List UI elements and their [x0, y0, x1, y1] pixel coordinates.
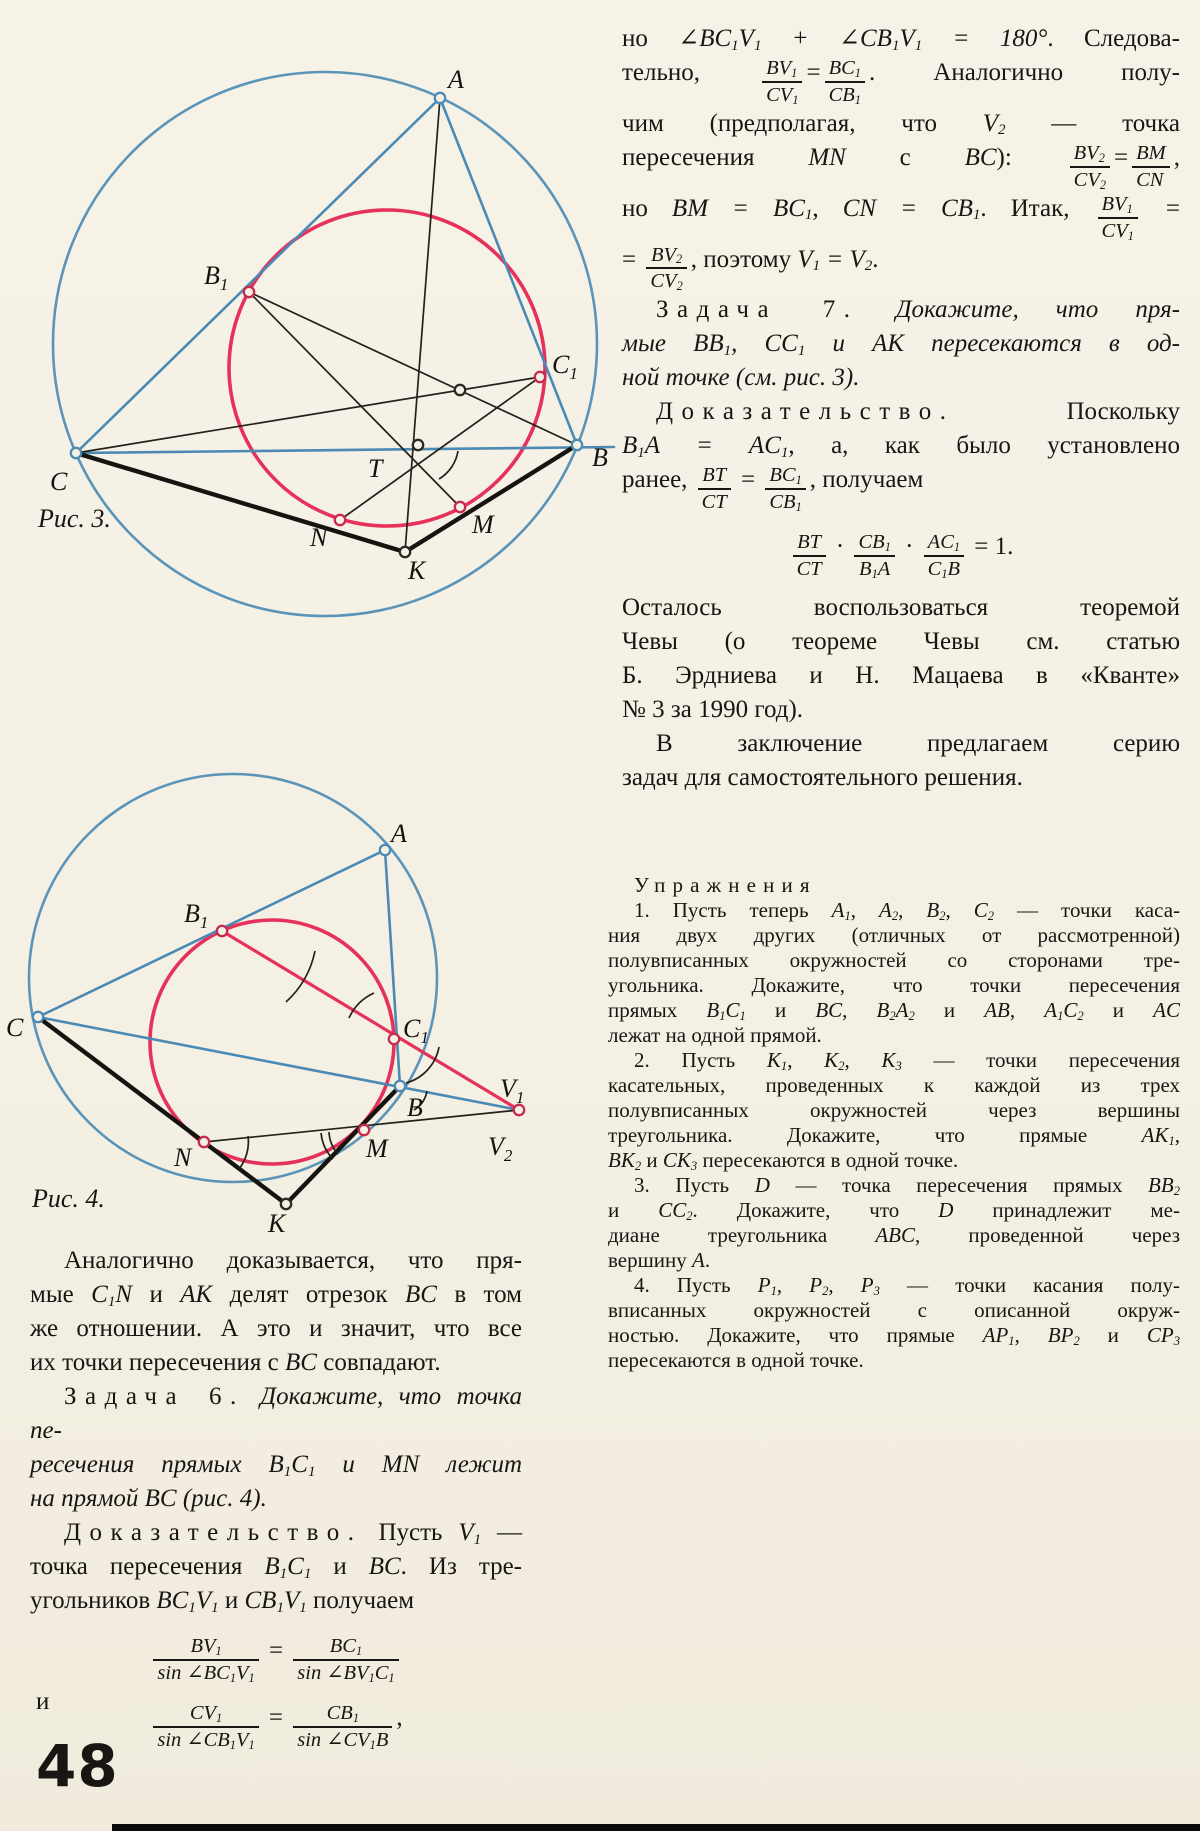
- text-line: мые $C_1N$ и AK делят отрезок BC в том: [30, 1281, 522, 1310]
- point-label: $V_2$: [488, 1132, 513, 1165]
- point-label: $B_1$: [184, 899, 209, 932]
- text-line: Задача 6. Докажите, что точка пе-: [30, 1383, 522, 1444]
- point-label: K: [268, 1209, 286, 1238]
- point-label: $C_1$: [403, 1014, 429, 1047]
- text-line: и $CC_2$. Докажите, что D принадлежит ме-: [608, 1198, 1180, 1224]
- inline-fraction: $\frac{CB_1}{B_1A}$: [854, 531, 894, 581]
- point-label: $C_1$: [552, 350, 578, 383]
- point-label: $B_1$: [204, 261, 229, 294]
- blue-segment: [38, 850, 385, 1017]
- point-marker: [217, 926, 227, 936]
- thin-segment: [249, 292, 460, 507]
- text-line: вершину A.: [608, 1248, 711, 1273]
- inline-fraction: $\frac{CB_1}{\sin \angle CV_1B}$: [293, 1702, 392, 1752]
- inline-fraction: $\frac{BC_1}{\sin \angle BV_1C_1}$: [293, 1635, 398, 1685]
- point-label: M: [366, 1134, 388, 1163]
- text-line: пересекаются в одной точке.: [608, 1348, 864, 1373]
- text-line: Задача 7. Докажите, что пря-: [656, 296, 1181, 324]
- right-text-column: [608, 22, 1181, 1373]
- conjunction-and: и: [36, 1688, 50, 1715]
- point-marker: [455, 385, 465, 395]
- point-marker: [380, 845, 390, 855]
- left-article-text: [30, 1244, 522, 1752]
- point-marker: [395, 1081, 405, 1091]
- text-line: = $\frac{BV_2}{CV_2}$ , поэтому $V_1 = V_2$.: [622, 243, 879, 294]
- text-line: 2. Пусть $K_1$, $K_2$, $K_3$ — точки пересечения: [634, 1048, 1181, 1074]
- point-label: M: [472, 510, 494, 539]
- text-line: на прямой BC (рис. 4).: [30, 1485, 267, 1512]
- point-label: K: [408, 556, 426, 585]
- text-line: пересечения MN с BC): $\frac{BV_2}{CV_2}$ = $\frac{BM}{CN}$ ,: [622, 141, 1180, 192]
- text-line: Доказательство. Пусть $V_1$ —: [64, 1519, 523, 1548]
- text-line: чим (предполагая, что $V_2$ — точка: [622, 109, 1180, 139]
- text-line: же отношении. А это и значит, что все: [30, 1315, 522, 1342]
- angle-arc: [439, 451, 458, 479]
- text-line: Упражнения: [634, 873, 817, 898]
- text-line: вписанных окружностей с описанной окруж-: [608, 1298, 1180, 1323]
- figure-4-geometry-diagram: [0, 630, 545, 1240]
- figure-4-caption: Рис. 4.: [32, 1184, 105, 1213]
- point-label: B: [407, 1093, 423, 1122]
- point-label: C: [50, 467, 68, 496]
- blue-segment: [76, 98, 440, 453]
- text-line: ния двух других (отличных от рассмотренной): [608, 923, 1180, 948]
- text-line: Осталось воспользоваться теоремой: [622, 594, 1180, 622]
- point-marker: [455, 502, 465, 512]
- text-line: $B_1A = AC_1$, а, как было установлено: [622, 432, 1181, 462]
- text-line: но BM = $BC_1$, CN = $CB_1$. Итак, $\frac{BV_1}{CV_1}$ =: [622, 192, 1181, 243]
- blue-segment: [76, 447, 614, 453]
- text-line: В заключение предлагаем серию: [656, 730, 1180, 758]
- display-formula: $\frac{CV_1}{\sin \angle CB_1V_1}$ = $\frac{CB_1}{\sin \angle CV_1B}$ ,: [30, 1701, 522, 1752]
- page-number: 48: [36, 1732, 119, 1800]
- text-line: точка пересечения $B_1C_1$ и BC. Из тре-: [30, 1553, 522, 1582]
- point-marker: [33, 1012, 43, 1022]
- inline-fraction: $\frac{BC_1}{CB_1}$: [825, 57, 865, 107]
- thin-segment: [249, 292, 577, 445]
- text-line: мые $BB_1$, $CC_1$ и AK пересекаются в од-: [622, 330, 1181, 360]
- point-marker: [435, 93, 445, 103]
- text-line: их точки пересечения с BC совпадают.: [30, 1349, 441, 1376]
- inline-fraction: $\frac{BV_1}{CV_1}$: [1098, 193, 1138, 243]
- text-line: полувписанных окружностей через вершины: [608, 1098, 1180, 1123]
- text-line: ресечения прямых $B_1C_1$ и MN лежит: [30, 1451, 523, 1480]
- blue-segment: [38, 1017, 519, 1110]
- thin-segment: [405, 98, 440, 552]
- exercises-block: [608, 873, 1180, 1373]
- point-marker: [413, 440, 423, 450]
- text-line: лежат на одной прямой.: [608, 1023, 822, 1048]
- text-line: № 3 за 1990 год).: [622, 696, 804, 724]
- text-line: 4. Пусть $P_1$, $P_2$, $P_3$ — точки касания полу-: [634, 1273, 1180, 1299]
- inline-fraction: $\frac{BT}{CT}$: [698, 464, 731, 514]
- point-label: $V_1$: [500, 1074, 525, 1107]
- point-label: A: [448, 65, 464, 94]
- inline-fraction: $\frac{BV_1}{\sin \angle BC_1V_1}$: [153, 1635, 258, 1685]
- text-line: тельно, $\frac{BV_1}{CV_1}$ = $\frac{BC_1}{CB_1}$ . Аналогично полу-: [622, 56, 1180, 107]
- text-line: треугольника. Докажите, что прямые $AK_1$,: [608, 1123, 1180, 1149]
- text-line: но $\angle BC_1V_1$ + $\angle CB_1V_1 = 180^\circ$. Следова-: [622, 25, 1180, 54]
- thin-segment: [76, 377, 540, 453]
- inline-fraction: $\frac{BC_1}{CB_1}$: [765, 464, 805, 514]
- text-line: 1. Пусть теперь $A_1$, $A_2$, $B_2$, $C_2$ — точки каса-: [634, 898, 1181, 924]
- point-marker: [199, 1137, 209, 1147]
- point-marker: [71, 448, 81, 458]
- thick-segment: [76, 453, 405, 552]
- text-line: Доказательство. Поскольку: [656, 398, 1180, 426]
- point-label: N: [174, 1143, 192, 1172]
- inline-fraction: $\frac{BV_2}{CV_2}$: [646, 244, 686, 294]
- display-formula: $\frac{BT}{CT}$ · $\frac{CB_1}{B_1A}$ · $\frac{AC_1}{C_1B}$ = 1.: [622, 530, 1180, 581]
- red-segment: [222, 931, 519, 1110]
- point-label: A: [391, 819, 407, 848]
- point-marker: [281, 1199, 291, 1209]
- text-line: ной точке (см. рис. 3).: [622, 364, 860, 392]
- text-line: ранее, $\frac{BT}{CT}$ = $\frac{BC_1}{CB_1}$ , получаем: [622, 464, 924, 515]
- thick-segment: [38, 1017, 286, 1204]
- inline-fraction: $\frac{AC_1}{C_1B}$: [924, 531, 964, 581]
- text-line: Аналогично доказывается, что пря-: [64, 1247, 522, 1274]
- text-line: полувписанных окружностей со сторонами тре-: [608, 948, 1180, 973]
- display-formula: $\frac{BV_1}{\sin \angle BC_1V_1}$ = $\frac{BC_1}{\sin \angle BV_1C_1}$: [30, 1634, 522, 1685]
- angle-arc: [239, 1136, 248, 1169]
- text-line: угольника. Докажите, что точки пересечения: [608, 973, 1180, 998]
- text-line: касательных, проведенных к каждой из трех: [608, 1073, 1180, 1098]
- text-line: Б. Эрдниева и Н. Мацаева в «Кванте»: [622, 662, 1180, 690]
- inline-fraction: $\frac{CV_1}{\sin \angle CB_1V_1}$: [153, 1702, 258, 1752]
- scan-edge-bar: [112, 1824, 1200, 1831]
- point-label: T: [368, 454, 383, 483]
- point-marker: [335, 515, 345, 525]
- main-article-text: [622, 22, 1180, 795]
- inline-fraction: $\frac{BV_1}{CV_1}$: [762, 57, 802, 107]
- inline-fraction: $\frac{BV_2}{CV_2}$: [1070, 142, 1110, 192]
- text-line: Чевы (о теореме Чевы см. статью: [622, 628, 1180, 656]
- point-marker: [389, 1034, 399, 1044]
- text-line: диане треугольника ABC, проведенной через: [608, 1223, 1180, 1248]
- text-line: угольников $BC_1V_1$ и $CB_1V_1$ получаем: [30, 1587, 415, 1616]
- point-label: C: [6, 1013, 24, 1042]
- point-marker: [572, 440, 582, 450]
- inline-fraction: $\frac{BT}{CT}$: [793, 531, 826, 581]
- text-line: $BK_2$ и $CK_3$ пересекаются в одной точке.: [608, 1148, 959, 1174]
- point-marker: [535, 372, 545, 382]
- point-label: B: [592, 443, 608, 472]
- point-label: N: [310, 523, 328, 552]
- text-line: задач для самостоятельного решения.: [622, 764, 1023, 792]
- left-text-column: [30, 1244, 522, 1762]
- text-line: прямых $B_1C_1$ и BC, $B_2A_2$ и AB, $A_1C_2$ и AC: [608, 998, 1180, 1024]
- point-marker: [244, 287, 254, 297]
- text-line: ностью. Докажите, что прямые $AP_1$, $BP_2$ и $CP_3$: [608, 1323, 1180, 1349]
- inline-fraction: $\frac{BM}{CN}$: [1132, 142, 1170, 192]
- figure-3-caption: Рис. 3.: [38, 504, 111, 533]
- text-line: 3. Пусть D — точка пересечения прямых $BB_2$: [634, 1173, 1180, 1199]
